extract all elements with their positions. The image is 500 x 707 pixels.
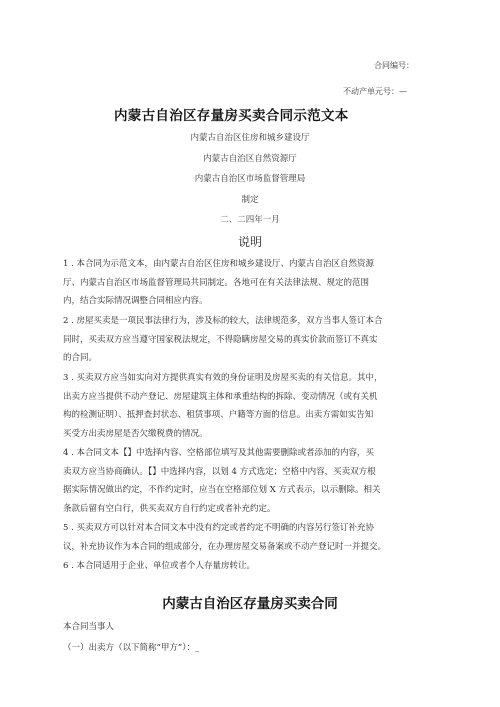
contract-number-label: 合同编号： (374, 61, 414, 70)
note-line: 2 . 房屋买卖是一项民事法律行为，涉及标的较大，法律规范多，双方当事人签订本合 (63, 316, 383, 326)
issuer-market-regulation-bureau: 内蒙古自治区市场监督管理局 (194, 174, 306, 184)
page-title: 内蒙古自治区存量房买卖合同示范文本 (114, 108, 349, 124)
notes-heading: 说明 (237, 235, 262, 249)
note-item-3 (63, 369, 437, 443)
issue-date: 二、二四年一月 (220, 215, 280, 225)
note-line: 条款后留有空白行，供买卖双方自行约定或者补充约定。 (63, 503, 276, 514)
note-line: 4 . 本合同文本【】中选择内容、空格部位填写及其他需要删除或者添加的内容，买 (63, 448, 375, 458)
note-item-1 (63, 255, 437, 311)
issuer-natural-resources-department: 内蒙古自治区自然资源厅 (203, 154, 297, 164)
property-unit-number-label: 不动产单元号：— (343, 87, 407, 96)
note-line: 6 . 本合同适用于企业、单位或者个人存量房转让。 (63, 561, 256, 571)
issued-statement: 制定 (241, 195, 259, 205)
contract-title: 内蒙古自治区存量房买卖合同 (162, 596, 338, 612)
note-line: 卖双方应当协商确认。【】中选择内容，以划 4 方式选定；空格中内容，买卖双方根 (63, 466, 376, 477)
parties-label: 本合同当事人 (63, 622, 115, 632)
note-item-5 (63, 519, 437, 556)
note-line: 构的检测证明）、抵押查封状态、租赁事项、户籍等方面的信息。出卖方需如实告知 (63, 410, 374, 420)
note-line: 买受方出卖房屋是否欠缴税费的情况。 (63, 428, 208, 439)
note-line: 据实际情况做出约定，不作约定时，应当在空格部位划 X 方式表示，以示删除。相关 (63, 485, 381, 495)
note-line: 议，补充协议作为本合同的组成部分，在办理房屋交易备案或不动产登记时一并提交。 (63, 541, 387, 552)
note-line: 同时，买卖双方应当遵守国家税法规定，不得隐瞒房屋交易的真实价款而签订不真实 (63, 334, 378, 345)
note-line: 内，结合实际情况调整合同相应内容。 (63, 296, 208, 306)
note-line: 的合同。 (63, 353, 98, 363)
note-line: 厅、内蒙古自治区市场监督管理局共同制定。各地可在有关法律法规、规定的范围 (63, 277, 370, 288)
note-item-2 (63, 312, 437, 368)
note-item-6 (63, 557, 437, 576)
note-line: 5 . 买卖双方可以针对本合同文本中没有约定或者约定不明确的内容另行签订补充协 (63, 523, 375, 533)
note-line: 1 . 本合同为示范文本，由内蒙古自治区住房和城乡建设厅、内蒙古自治区自然资源 (63, 259, 375, 269)
seller-party-line: （一）出卖方（以下简称“甲方”）：_ (63, 643, 200, 653)
note-line: 出卖方应当提供不动产登记、房屋建筑主体和承重结构的拆除、变动情况（或有关机 (63, 391, 378, 402)
note-line: 3 . 买卖双方应当如实向对方提供真实有效的身份证明及房屋买卖的有关信息。其中， (63, 373, 383, 383)
note-item-4 (63, 444, 437, 518)
issuer-housing-department: 内蒙古自治区住房和城乡建设厅 (190, 133, 310, 143)
